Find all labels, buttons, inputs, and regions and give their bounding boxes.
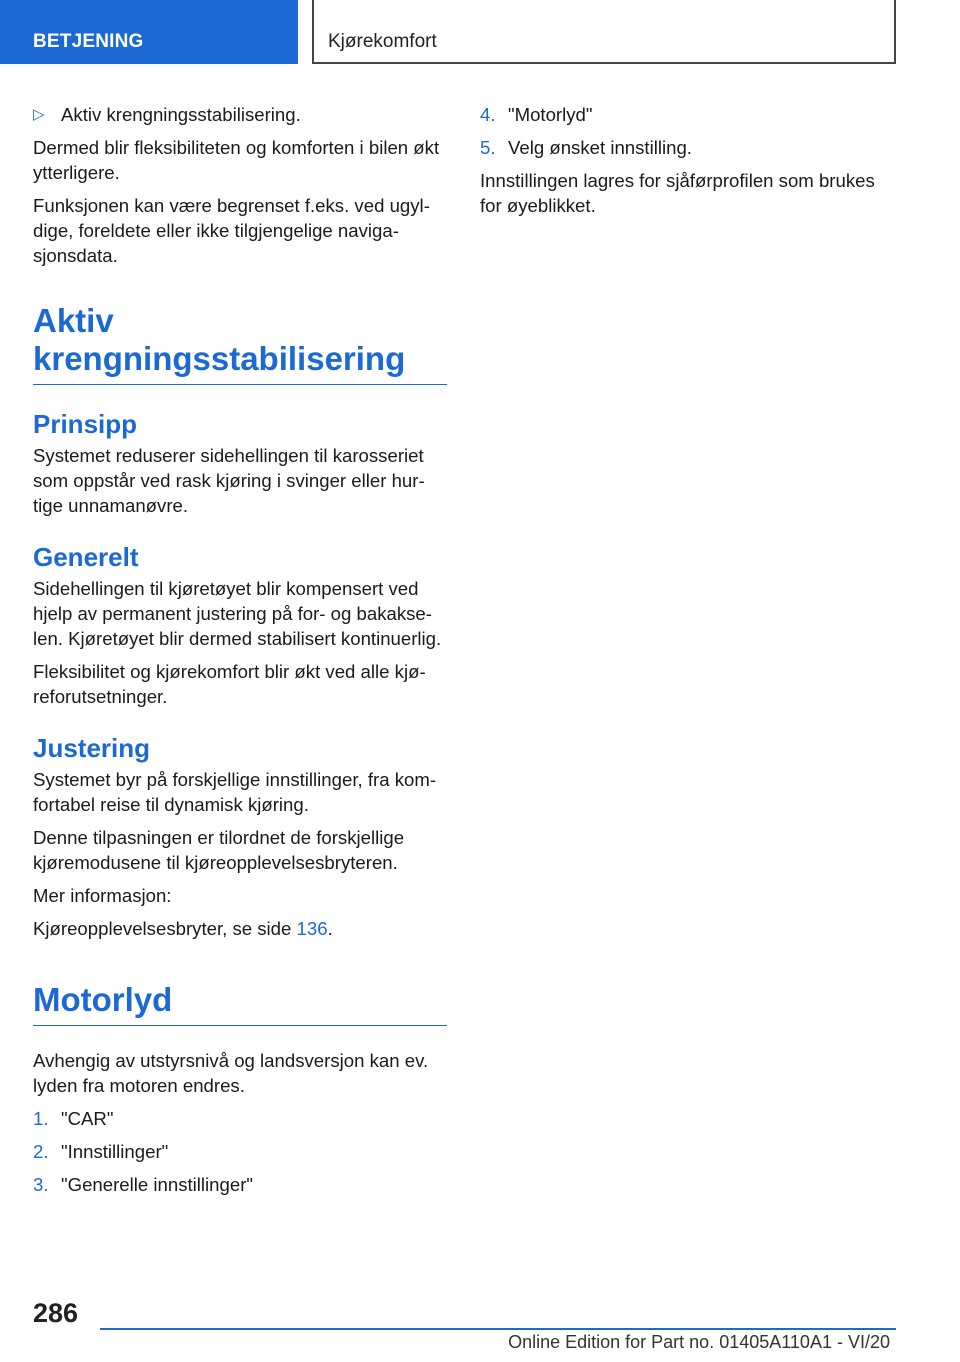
steps-list-left xyxy=(33,1106,447,1197)
steps-list-right xyxy=(480,102,895,160)
section-tab: BETJENING xyxy=(0,0,298,64)
heading-adjustment: Justering xyxy=(33,733,151,763)
footer-divider xyxy=(100,1328,896,1330)
list-item xyxy=(33,1139,447,1164)
step-number: 4. xyxy=(480,104,496,125)
adjust-paragraph-3: Mer informasjon: xyxy=(33,885,172,906)
page-link-136[interactable]: 136 xyxy=(296,918,328,939)
general-paragraph-1: Sidehellingen til kjøretøyet blir kompensert ved hjelp av permanent justering på for- og bakakselen. Kjøretøyet blir dermed stabilisert kontinuerlig. xyxy=(33,578,442,649)
heading-active-roll-stabilization: Aktiv krengningsstabilisering xyxy=(33,302,447,385)
heading-principle: Prinsipp xyxy=(33,409,138,439)
reference-end: . xyxy=(327,918,333,939)
bullet-text: Aktiv krengningsstabilisering. xyxy=(61,104,301,125)
step-text: "Innstillinger" xyxy=(61,1141,169,1162)
list-item xyxy=(33,1172,447,1197)
heading-engine-sound: Motorlyd xyxy=(33,981,447,1026)
list-item xyxy=(33,1106,447,1131)
right-column xyxy=(480,102,895,226)
step-text: "Generelle innstillinger" xyxy=(61,1174,254,1195)
page-number: 286 xyxy=(33,1298,79,1328)
intro-paragraph-1: Dermed blir fleksibiliteten og komforten i bilen økt ytterligere. xyxy=(33,137,440,183)
chapter-tab: Kjørekomfort xyxy=(312,0,896,64)
heading-general: Generelt xyxy=(33,542,139,572)
step-number: 5. xyxy=(480,137,496,158)
adjust-paragraph-2: Denne tilpasningen er tilordnet de forskjellige kjøremodusene til kjøreopplevelsesbryteren. xyxy=(33,827,405,873)
edition-text: Online Edition for Part no. 01405A110A1 - VI/20 xyxy=(508,1332,890,1352)
step-text: "Motorlyd" xyxy=(508,104,593,125)
adjust-reference xyxy=(33,916,447,941)
general-paragraph-2: Fleksibilitet og kjørekomfort blir økt ved alle kjøreforutsetninger. xyxy=(33,661,426,707)
bullet-item xyxy=(33,102,447,127)
motor-paragraph: Avhengig av utstyrsnivå og landsversjon kan ev. lyden fra motoren endres. xyxy=(33,1050,429,1096)
left-column xyxy=(33,102,447,1205)
step-number: 3. xyxy=(33,1174,49,1195)
triangle-right-icon: ▷ xyxy=(33,106,45,123)
reference-text: Kjøreopplevelsesbryter, se side xyxy=(33,918,297,939)
list-item xyxy=(480,135,895,160)
list-item xyxy=(480,102,895,127)
profile-note: Innstillingen lagres for sjåførprofilen som brukes for øyeblikket. xyxy=(480,170,875,216)
adjust-paragraph-1: Systemet byr på forskjellige innstillinger, fra komfortabel reise til dynamisk kjøring. xyxy=(33,769,437,815)
intro-paragraph-2: Funksjonen kan være begrenset f.eks. ved ugyldige, foreldete eller ikke tilgjengelige navigasjonsdata. xyxy=(33,195,430,266)
step-text: Velg ønsket innstilling. xyxy=(508,137,692,158)
step-number: 1. xyxy=(33,1108,49,1129)
step-text: "CAR" xyxy=(61,1108,114,1129)
principle-paragraph: Systemet reduserer sidehellingen til karosseriet som oppstår ved rask kjøring i svinger eller hurtige unnamanøvre. xyxy=(33,445,425,516)
step-number: 2. xyxy=(33,1141,49,1162)
